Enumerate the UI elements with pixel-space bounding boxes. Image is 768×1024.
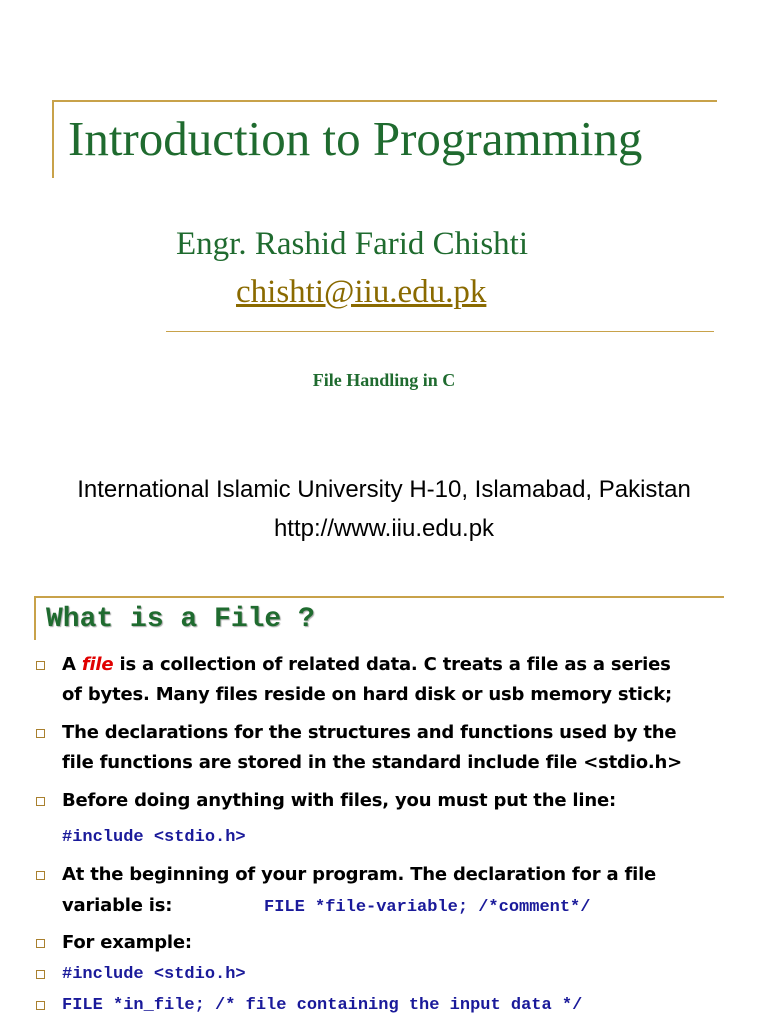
bullet-4-line-1: At the beginning of your program. The declaration for a file bbox=[62, 864, 657, 885]
content-slide-title: What is a File ? bbox=[46, 604, 315, 635]
hollow-square-bullet-icon bbox=[36, 797, 45, 806]
file-variable-declaration-code: FILE *file-variable; /*comment*/ bbox=[264, 898, 591, 917]
bullet-1-line-2: of bytes. Many files reside on hard disk or usb memory stick; bbox=[62, 684, 672, 705]
bullet-3-line-1: Before doing anything with files, you must put the line: bbox=[62, 790, 616, 811]
hollow-square-bullet-icon bbox=[36, 1001, 45, 1010]
slide-title: Introduction to Programming bbox=[68, 111, 643, 166]
content-slide bbox=[0, 590, 768, 1024]
bullet-2-line-1: The declarations for the structures and functions used by the bbox=[62, 722, 677, 743]
author-email-link[interactable]: chishti@iiu.edu.pk bbox=[236, 274, 487, 310]
bullet-4-line-2-label: variable is: bbox=[62, 895, 173, 916]
university-website-link[interactable]: http://www.iiu.edu.pk bbox=[273, 515, 495, 542]
content-frame-top-line bbox=[34, 596, 724, 598]
lecture-subtopic: File Handling in C bbox=[312, 370, 456, 390]
include-code-line: #include <stdio.h> bbox=[62, 828, 246, 847]
example-include-code: #include <stdio.h> bbox=[62, 965, 246, 984]
bullet-5-line-1: For example: bbox=[62, 932, 192, 953]
title-frame-top-line bbox=[52, 100, 717, 102]
hollow-square-bullet-icon bbox=[36, 939, 45, 948]
bullet-1-line-1 bbox=[62, 654, 671, 675]
author-name: Engr. Rashid Farid Chishti bbox=[176, 226, 529, 262]
university-name: International Islamic University H-10, Islamabad, Pakistan bbox=[77, 476, 691, 503]
hollow-square-bullet-icon bbox=[36, 871, 45, 880]
bullet-2-line-2: file functions are stored in the standard include file <stdio.h> bbox=[62, 752, 683, 773]
content-frame-left-line bbox=[34, 596, 36, 640]
bullet-1-prefix: A bbox=[62, 654, 82, 675]
bullet-1-suffix: is a collection of related data. C treats a file as a series bbox=[113, 654, 671, 675]
title-frame-left-line bbox=[52, 100, 54, 178]
example-file-pointer-code: FILE *in_file; /* file containing the input data */ bbox=[62, 996, 583, 1015]
hollow-square-bullet-icon bbox=[36, 970, 45, 979]
title-divider bbox=[166, 331, 714, 332]
hollow-square-bullet-icon bbox=[36, 729, 45, 738]
file-emphasis: file bbox=[81, 654, 114, 675]
hollow-square-bullet-icon bbox=[36, 661, 45, 670]
